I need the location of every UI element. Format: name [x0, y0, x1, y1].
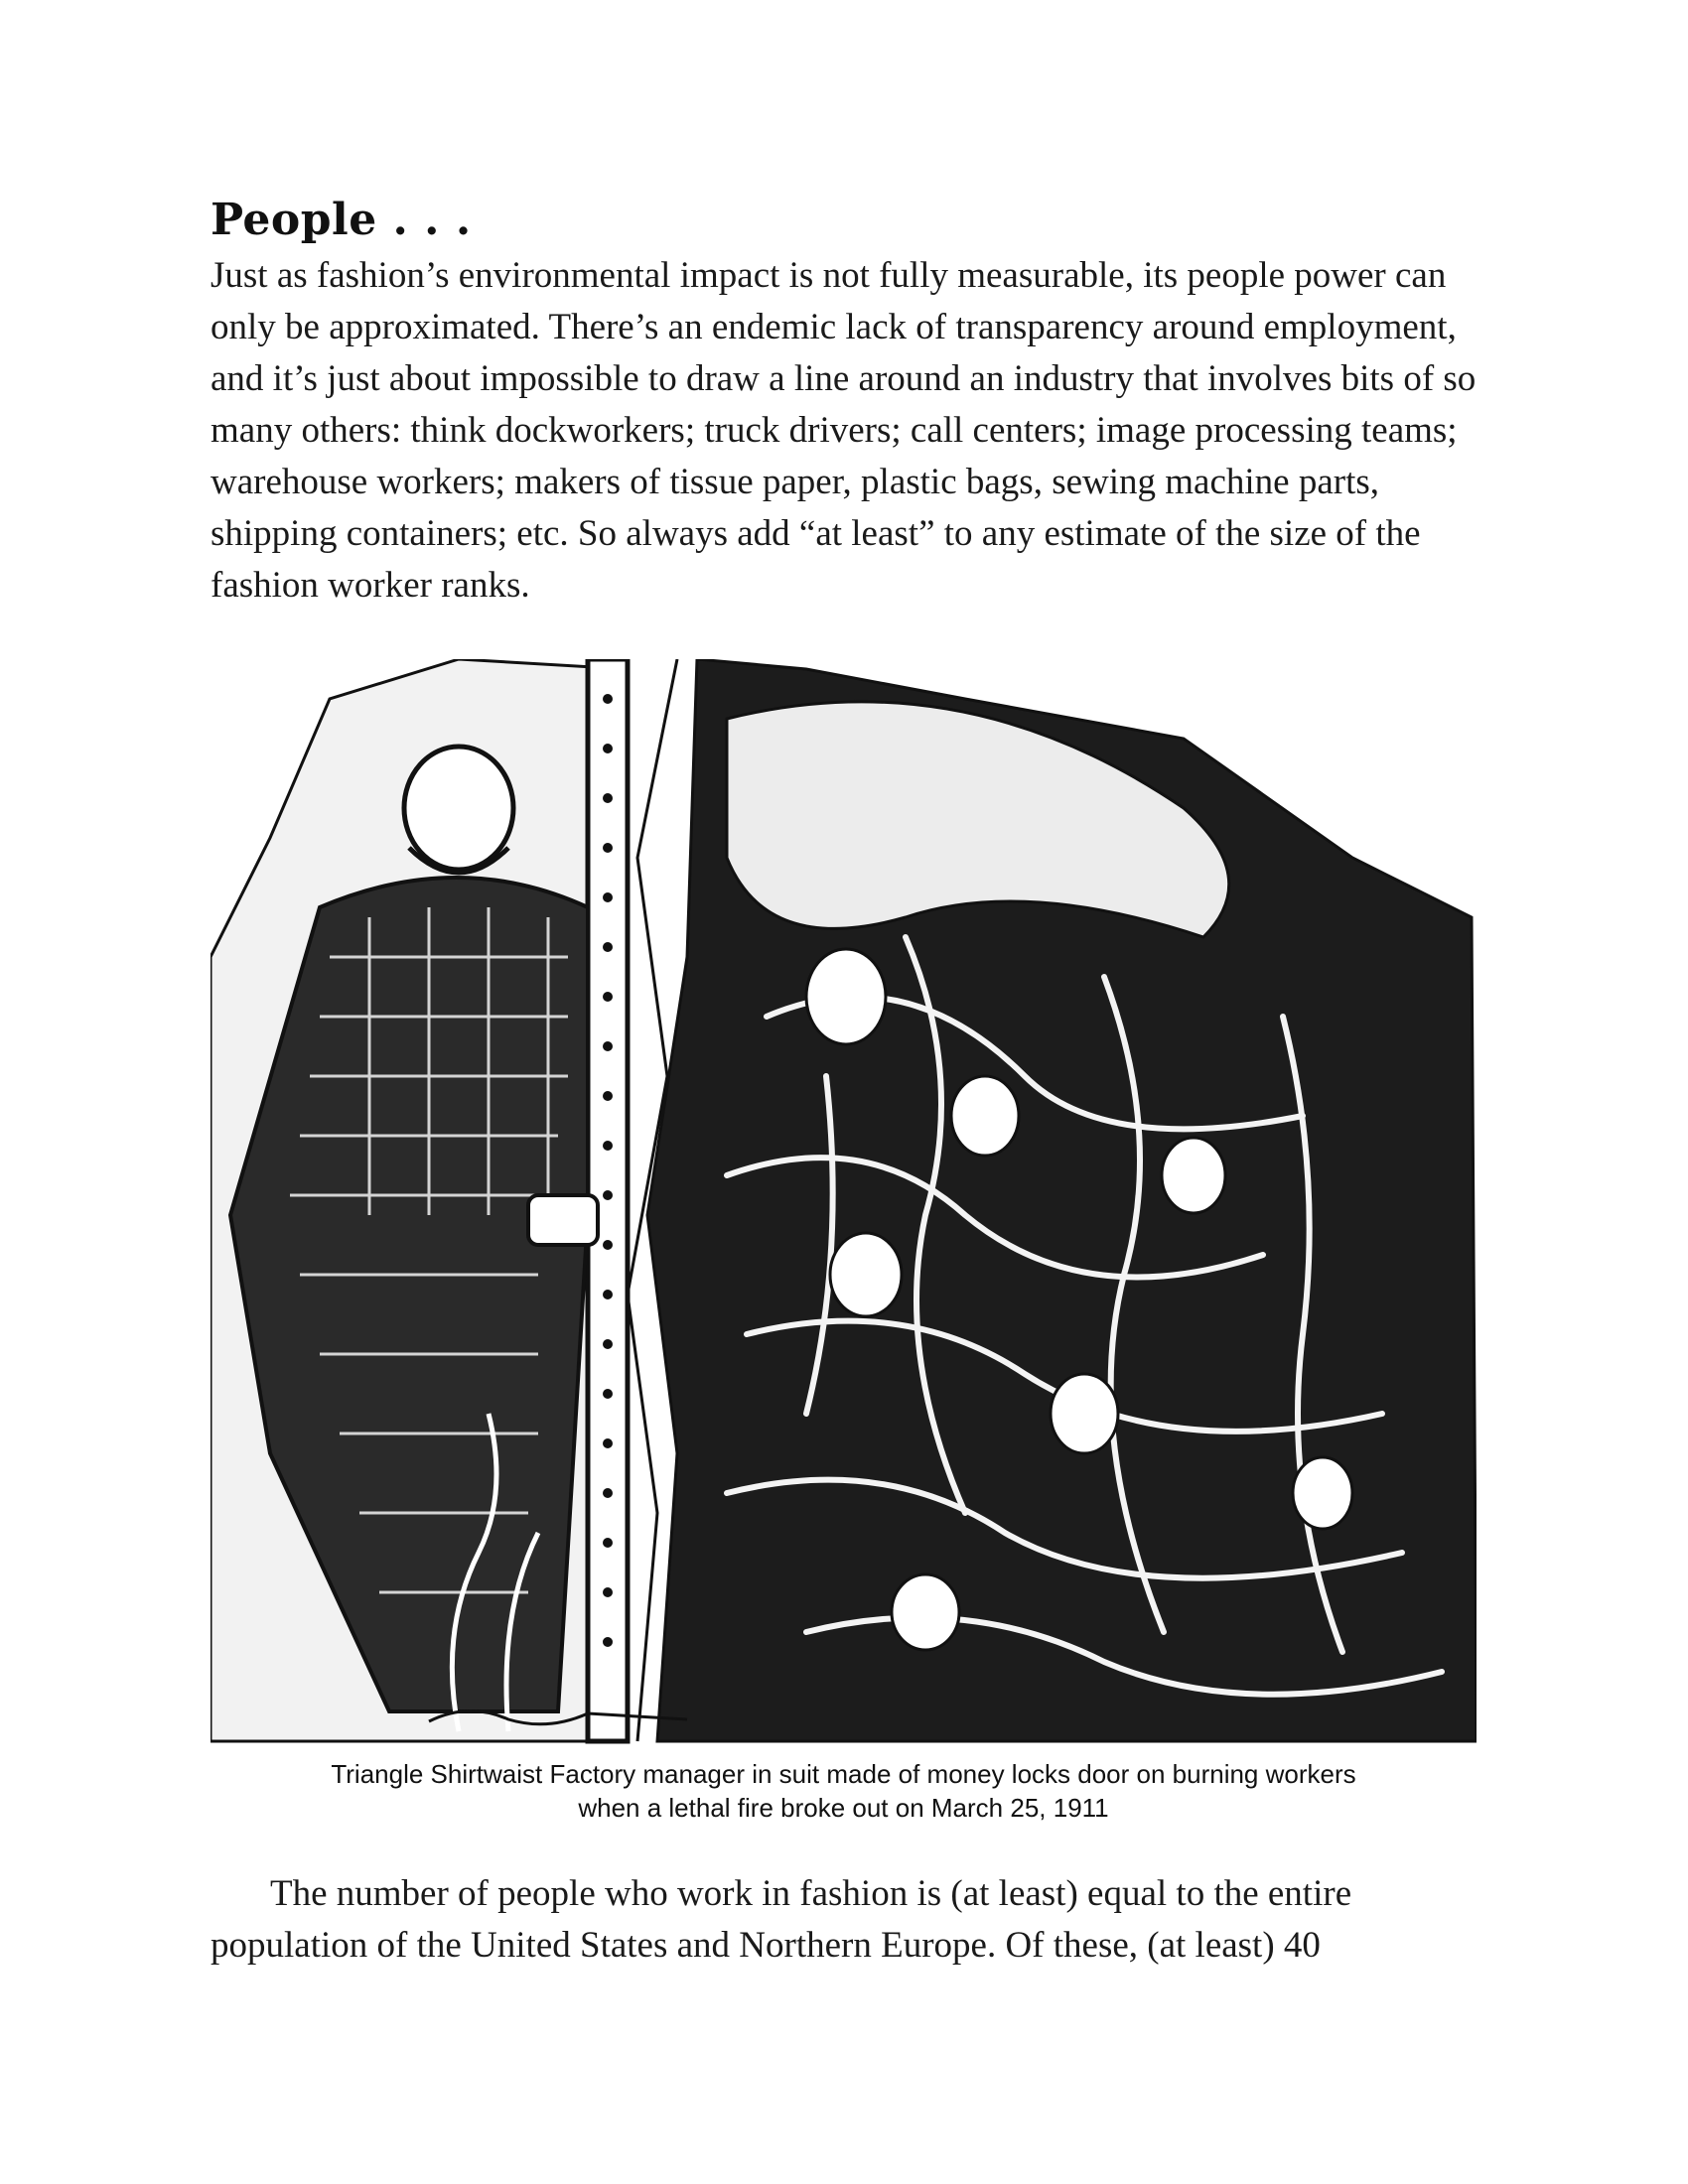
figure-caption — [211, 1757, 1477, 1825]
caption-line-1: Triangle Shirtwaist Factory manager in suit made of money locks door on burning workers — [331, 1759, 1356, 1789]
intro-paragraph: Just as fashion’s environmental impact is not fully measurable, its people power can only be approximated. There’s an endemic lack of transparency around employment, and it’s just about impossible to draw a line around an industry that involves bits of so many others: think dockworkers; truck drivers; call centers; image processing teams; warehouse workers; makers of tissue paper, plastic bags, sewing machine parts, shipping containers; etc. So always add “at least” to any estimate of the size of the fashion worker ranks. — [211, 255, 1477, 606]
caption-line-2: when a lethal fire broke out on March 25, 1911 — [578, 1793, 1109, 1823]
continuation-paragraph: The number of people who work in fashion is (at least) equal to the entire population of the United States and Northern Europe. Of these, (at least) 40 — [211, 1873, 1352, 1966]
section-heading: People . . . — [211, 195, 472, 245]
burning-workers — [647, 659, 1477, 1741]
triangle-fire-cartoon — [211, 659, 1477, 1751]
